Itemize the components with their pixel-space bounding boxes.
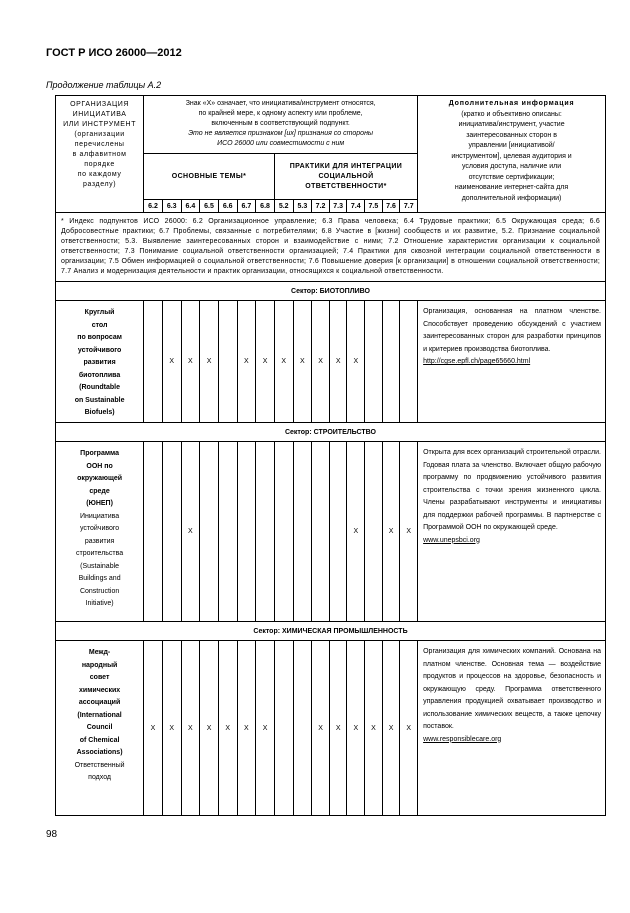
clause-mark-cell: X — [256, 301, 275, 423]
organization-name-line: ассоциаций — [78, 699, 121, 706]
organization-name-line: Biofuels) — [84, 409, 115, 416]
additional-info-line: условия доступа, наличие или — [461, 163, 562, 170]
practice-code-cell: 7.6 — [382, 200, 400, 213]
clause-mark-cell: X — [181, 442, 200, 622]
organization-name-line: химических — [79, 686, 121, 694]
legend-note — [144, 96, 418, 154]
additional-info-cell — [418, 442, 606, 622]
additional-info-line: (кратко и объективно описаны: — [461, 110, 562, 118]
additional-info-line: наименование интернет-сайта для — [454, 184, 569, 191]
initiative-name-line: (Sustainable — [80, 562, 120, 570]
initiative-name-line: подход — [88, 774, 112, 781]
initiative-name-line: устойчивого — [79, 525, 120, 532]
table-continuation-label: Продолжение таблицы А.2 — [46, 80, 162, 90]
organization-name-line: устойчивого — [77, 346, 122, 354]
legend-line: Знак «X» означает, что инициатива/инструмент относятся, — [185, 100, 376, 107]
clause-mark-cell: X — [274, 301, 293, 423]
table-row — [56, 442, 606, 622]
organization-name-line: народный — [81, 661, 118, 669]
clause-mark-cell: X — [293, 301, 312, 423]
practice-code-cell: 7.3 — [329, 200, 347, 213]
organization-name-line: ООН по — [86, 462, 113, 470]
initiative-name-line: Инициатива — [80, 512, 120, 520]
practices-header-line: ПРАКТИКИ ДЛЯ ИНТЕГРАЦИИ — [289, 162, 403, 170]
theme-code-cell: 6.4 — [181, 200, 200, 213]
organization-name-line: Council — [86, 724, 113, 731]
clause-mark-cell: X — [400, 442, 418, 622]
clause-mark-cell: X — [382, 442, 400, 622]
initiative-name-line: строительства — [76, 550, 124, 557]
table-row — [56, 301, 606, 423]
organization-name-line: Круглый — [84, 309, 115, 316]
clause-mark-cell — [162, 442, 181, 622]
clause-mark-cell: X — [218, 641, 237, 816]
practices-header-line: СОЦИАЛЬНОЙ — [318, 172, 374, 180]
org-header-line: (организации — [74, 131, 125, 138]
practices-header — [274, 154, 417, 200]
theme-code-cell: 6.2 — [144, 200, 163, 213]
clause-mark-cell — [200, 442, 219, 622]
additional-info-cell — [418, 301, 606, 423]
document-header: ГОСТ Р ИСО 26000—2012 — [46, 47, 182, 59]
org-header-line: порядке — [84, 161, 115, 168]
clause-mark-cell — [293, 641, 312, 816]
legend-line: по крайней мере, к одному аспекту или проблеме, — [198, 110, 363, 117]
organization-name-line: биотоплива — [78, 371, 121, 379]
legend-disclaimer-line: Это не является признаком [их] признания со стороны — [188, 130, 374, 137]
practice-code-cell: 5.3 — [293, 200, 312, 213]
practice-code-cell: 7.7 — [400, 200, 418, 213]
info-text: Организация, основанная на платном членстве. Способствует проведению обсуждений с участием заинтересованных сторон для разработки принципов и критериев производства биотоплива. — [423, 308, 601, 353]
clause-mark-cell: X — [312, 301, 330, 423]
initiative-name-line: развития — [84, 537, 115, 545]
clause-mark-cell — [365, 442, 383, 622]
table-row — [56, 641, 606, 816]
legend-line: включенным в соответствующий подпункт. — [211, 120, 350, 127]
org-header-line: ОРГАНИЗАЦИЯ — [70, 101, 130, 108]
additional-info-title-text: Дополнительная информация — [448, 100, 575, 107]
practice-code-cell: 5.2 — [274, 200, 293, 213]
clause-mark-cell: X — [256, 641, 275, 816]
sector-header: Сектор: СТРОИТЕЛЬСТВО — [56, 423, 606, 442]
clause-mark-cell: X — [237, 641, 256, 816]
additional-info-cell — [418, 641, 606, 816]
sector-header: Сектор: БИОТОПЛИВО — [56, 282, 606, 301]
clause-mark-cell: X — [329, 641, 347, 816]
clause-mark-cell — [218, 301, 237, 423]
initiative-name-line: Initiative) — [85, 600, 114, 607]
organization-name-line: (International — [77, 711, 122, 719]
organization-column-header — [56, 96, 144, 213]
clause-mark-cell: X — [347, 442, 365, 622]
clause-mark-cell: X — [181, 301, 200, 423]
clause-mark-cell — [274, 641, 293, 816]
info-text: Организация для химических компаний. Основана на платном членстве. Основная тема — воздействие продуктов и процессов на здоровье, безопасность и окружающую среду. Программа ответственного управления продукцией охватывает производство и использование химических веществ, а также цепочку поставок. — [423, 648, 601, 730]
clause-mark-cell — [256, 442, 275, 622]
organization-name-line: Межд- — [88, 649, 111, 656]
clause-mark-cell: X — [162, 641, 181, 816]
organization-name-line: стол — [91, 321, 108, 329]
org-header-line: в алфавитном — [72, 151, 127, 158]
theme-code-cell: 6.8 — [256, 200, 275, 213]
clause-mark-cell — [400, 301, 418, 423]
info-text: Открыта для всех организаций строительной отрасли. Годовая плата за членство. Включает общую рабочую программу по продвижению устойчивого развития строительства с точки зрения жизненного цикла. Члены разрабатывают инструменты и инициативы для поддержки рабочей программы. В партнерстве с Программой ООН по окружающей среде. — [423, 449, 601, 531]
clause-mark-cell: X — [181, 641, 200, 816]
clause-mark-cell — [274, 442, 293, 622]
organization-name-line: окружающей — [77, 475, 123, 482]
core-themes-header: ОСНОВНЫЕ ТЕМЫ* — [144, 154, 275, 200]
practice-code-cell: 7.4 — [347, 200, 365, 213]
clause-mark-cell — [365, 301, 383, 423]
website-link[interactable]: www.responsiblecare.org — [423, 735, 502, 743]
clause-mark-cell — [144, 442, 163, 622]
clause-mark-cell — [382, 301, 400, 423]
clause-mark-cell: X — [200, 641, 219, 816]
additional-info-line: инициатива/инструмент, участие — [458, 121, 565, 128]
clause-mark-cell: X — [347, 301, 365, 423]
clause-mark-cell: X — [237, 301, 256, 423]
organization-name-line: по вопросам — [77, 334, 122, 341]
theme-code-cell: 6.7 — [237, 200, 256, 213]
organization-name-line: развития — [83, 359, 116, 366]
theme-code-cell: 6.3 — [162, 200, 181, 213]
sector-header: Сектор: ХИМИЧЕСКАЯ ПРОМЫШЛЕННОСТЬ — [56, 622, 606, 641]
organization-name-cell — [56, 641, 144, 816]
organization-name-cell — [56, 442, 144, 622]
clause-mark-cell — [329, 442, 347, 622]
practice-code-cell: 7.5 — [365, 200, 383, 213]
clause-mark-cell: X — [365, 641, 383, 816]
clause-mark-cell: X — [200, 301, 219, 423]
org-header-line: ИНИЦИАТИВА — [72, 111, 127, 118]
organization-name-line: (Roundtable — [79, 384, 120, 391]
additional-info-line: управлении [инициативой/ — [468, 142, 555, 149]
clause-mark-cell: X — [400, 641, 418, 816]
organization-name-line: среде — [89, 487, 110, 495]
clause-mark-cell: X — [312, 641, 330, 816]
legend-disclaimer-line: ИСО 26000 или совместимости с ним — [217, 140, 345, 147]
theme-code-cell: 6.5 — [200, 200, 219, 213]
clause-mark-cell — [218, 442, 237, 622]
organization-name-line: on Sustainable — [74, 396, 125, 404]
org-header-line: разделу) — [82, 181, 117, 188]
organization-name-cell — [56, 301, 144, 423]
clause-mark-cell — [237, 442, 256, 622]
additional-info-line: отсутствие сертификации; — [468, 173, 555, 181]
additional-info-column-header — [418, 96, 606, 213]
page-number: 98 — [46, 829, 58, 840]
initiatives-table — [55, 95, 606, 816]
additional-info-line: инструментом], целевая аудитория и — [451, 152, 572, 160]
organization-name-line: of Chemical — [79, 736, 120, 744]
website-link[interactable]: http://cgse.epfl.ch/page65660.html — [423, 358, 531, 365]
initiative-name-line: Construction — [79, 587, 120, 595]
practice-code-cell: 7.2 — [312, 200, 330, 213]
organization-name-line: Программа — [80, 450, 119, 457]
practices-header-line: ОТВЕТСТВЕННОСТИ* — [305, 182, 387, 190]
org-header-line: перечислены — [74, 141, 125, 148]
clause-mark-cell: X — [347, 641, 365, 816]
organization-name-line: совет — [89, 674, 110, 681]
clause-mark-cell — [144, 301, 163, 423]
website-link[interactable]: www.unepsbci.org — [423, 536, 480, 544]
clause-mark-cell: X — [144, 641, 163, 816]
clause-mark-cell: X — [329, 301, 347, 423]
initiative-name-line: Ответственный — [74, 761, 125, 769]
org-header-line: ИЛИ ИНСТРУМЕНТ — [63, 121, 137, 128]
clause-mark-cell: X — [162, 301, 181, 423]
additional-info-line: дополнительной информации) — [461, 194, 562, 202]
theme-code-cell: 6.6 — [218, 200, 237, 213]
additional-info-line: заинтересованных сторон в — [466, 131, 557, 139]
clause-mark-cell — [293, 442, 312, 622]
clause-index-footnote: * Индекс подпунктов ИСО 26000: 6.2 Организационное управление; 6.3 Права человека; 6.4 Трудовые практики; 6.5 Окружающая среда; 6.6 Добросовестные практики; 6.7 Проблемы, связанные с потребителями; 6.8 Участие в [жизни] сообществ и их развитие, 5.2. Признание социальной ответственности; 5.3. Выявление заинтересованных сторон и взаимодействие с ними; 7.2 Отношение характеристик организации к социальной ответственности; 7.3 Понимание социальной ответственности организацией; 7.4 Практики для сквозной интеграции социальной ответственности в организации; 7.5 Обмен информацией о социальной ответственности; 7.6 Повышение доверия [к организации] в отношении социальной ответственности; 7.7 Анализ и модернизация деятельности и практик организации, относящихся к социальной ответственности. — [56, 213, 606, 282]
organization-name-line: Associations) — [76, 749, 123, 756]
organization-name-line: (ЮНЕП) — [86, 500, 113, 507]
org-header-line: по каждому — [77, 171, 122, 178]
initiative-name-line: Buildings and — [78, 575, 121, 582]
clause-mark-cell — [312, 442, 330, 622]
clause-mark-cell: X — [382, 641, 400, 816]
